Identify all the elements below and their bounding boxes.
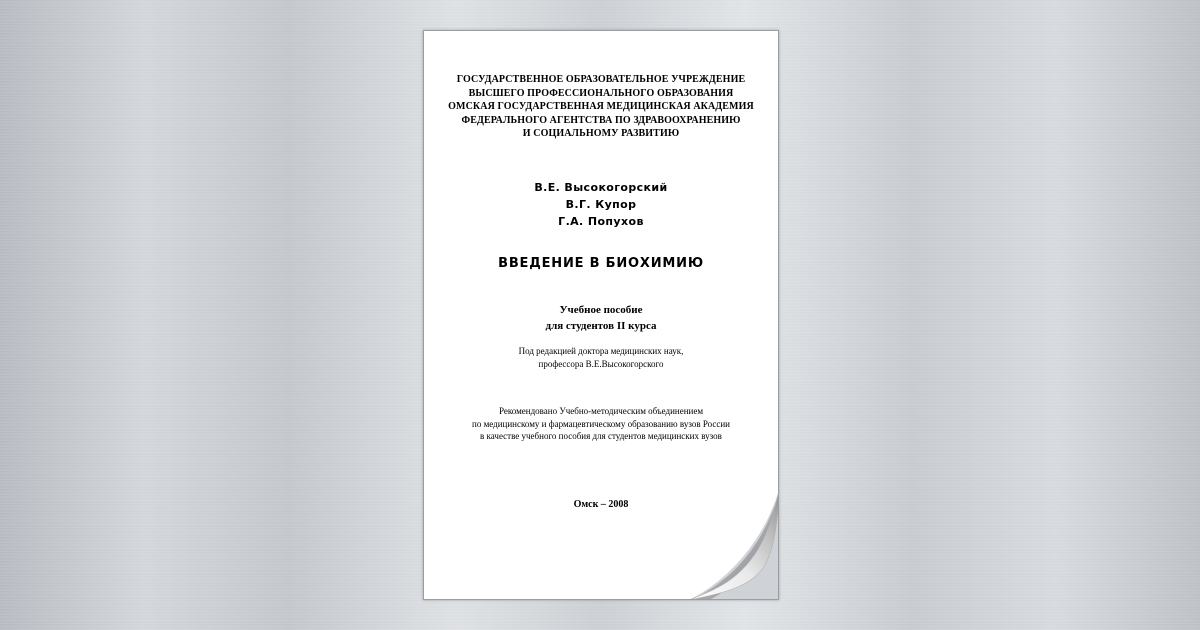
- institution-line: ФЕДЕРАЛЬНОГО АГЕНТСТВА ПО ЗДРАВООХРАНЕНИЮ: [461, 114, 741, 126]
- city-year: Омск – 2008: [573, 499, 629, 510]
- institution-header: [424, 73, 778, 141]
- book-subtitle: [424, 302, 778, 334]
- institution-line: ГОСУДАРСТВЕННОЕ ОБРАЗОВАТЕЛЬНОЕ УЧРЕЖДЕНИЕ: [456, 74, 746, 85]
- institution-line: И СОЦИАЛЬНОМУ РАЗВИТИЮ: [522, 128, 680, 139]
- subtitle-line: Учебное пособие: [559, 304, 643, 316]
- subtitle-line: для студентов II курса: [545, 320, 657, 332]
- document-page: [423, 30, 779, 600]
- authors-list: [424, 179, 778, 230]
- institution-line: ОМСКАЯ ГОСУДАРСТВЕННАЯ МЕДИЦИНСКАЯ АКАДЕМИЯ: [448, 101, 754, 112]
- editor-line: профессора В.Е.Высокогорского: [538, 358, 664, 369]
- author-name: В.Е. Высокогорский: [534, 181, 668, 194]
- author-name: Г.А. Попухов: [558, 215, 644, 228]
- page-curl-icon: [679, 470, 779, 600]
- editor-note: [424, 345, 778, 370]
- recommendation-note: [424, 405, 778, 443]
- recommendation-line: Рекомендовано Учебно-методическим объединением: [498, 406, 704, 416]
- book-title: ВВЕДЕНИЕ В БИОХИМИЮ: [498, 256, 704, 271]
- recommendation-line: в качестве учебного пособия для студентов медицинских вузов: [480, 431, 722, 441]
- recommendation-line: по медицинскому и фармацевтическому образованию вузов России: [472, 418, 730, 429]
- author-name: В.Г. Купор: [565, 198, 637, 211]
- institution-line: ВЫСШЕГО ПРОФЕССИОНАЛЬНОГО ОБРАЗОВАНИЯ: [468, 87, 734, 99]
- editor-line: Под редакцией доктора медицинских наук,: [518, 346, 684, 356]
